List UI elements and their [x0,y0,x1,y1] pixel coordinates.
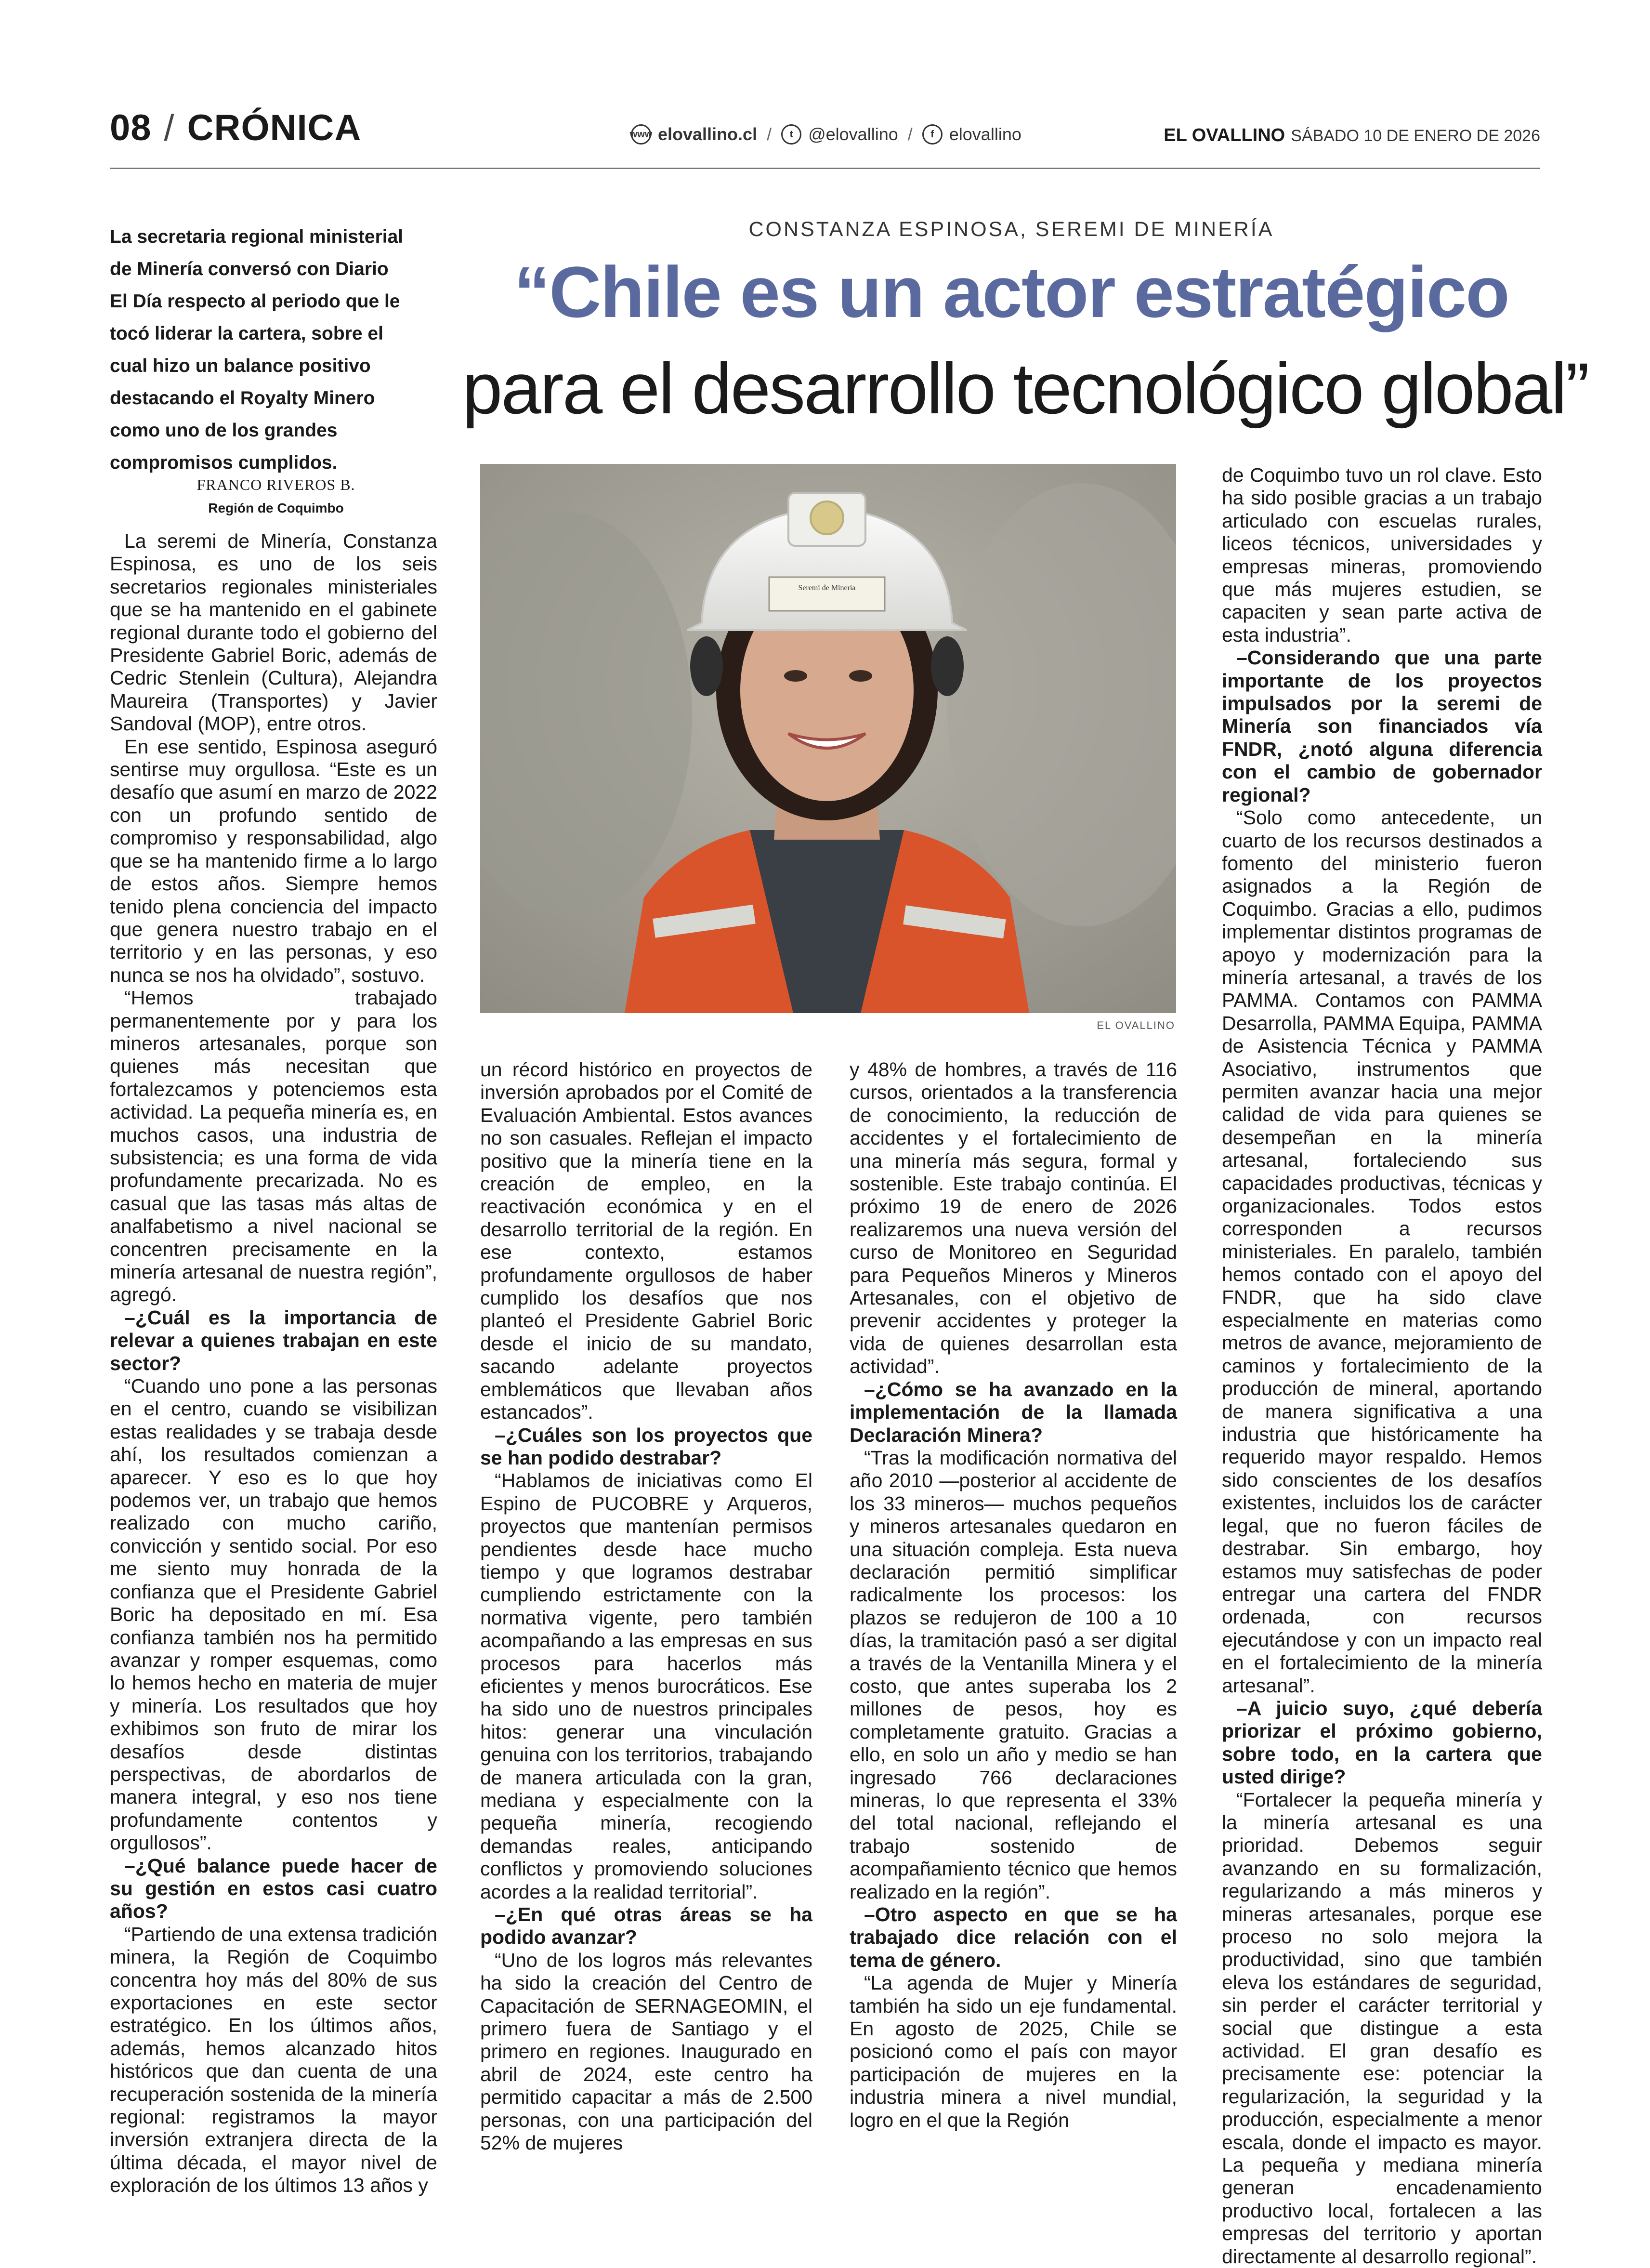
header-rule [110,168,1540,169]
article-paragraph: “Fortalecer la pequeña minería y la minería artesanal es una prioridad. Debemos seguir avanzando en su formalización, regularizando a más mineros y mineras artesanales, porque ese proceso no solo mejora la productividad, sino que también eleva los estándares de seguridad, sin perder el carácter territorial y social que distingue a esta actividad. El gran desafío es precisamente ese: potenciar la regularización, la seguridad y la producción, especialmente a menor escala, donde el impacto es mayor. La pequeña y mediana minería generan encadenamiento productivo local, fortalecen a las empresas del territorio y aportan directamente al desarrollo regional”. [1222,1788,1542,2268]
article-paragraph: “Tras la modificación normativa del año 2010 —posterior al accidente de los 33 mineros— muchos pequeños y mineros artesanales quedaron en una situación compleja. Esta nueva declaración permitió simplificar radicalmente los procesos: los plazos se redujeron de 100 a 10 días, la tramitación pasó a ser digital a través de la Ventanilla Minera y el costo, que antes superaba los 2 millones de pesos, hoy es completamente gratuito. Gracias a ello, en solo un año y medio se han ingresado 766 declaraciones mineras, lo que representa el 33% del total nacional, reflejando el trabajo sostenido de acompañamiento técnico que hemos realizado en la región”. [850,1446,1177,1903]
website-link[interactable]: elovallino.cl [658,124,758,144]
article-paragraph: un récord histórico en proyectos de inversión aprobados por el Comité de Evaluación Ambiental. Estos avances no son casuales. Reflejan el impacto positivo que la minería tiene en la creación de empleo, en la reactivación económica y en el desarrollo territorial de la región. En ese contexto, estamos profundamente orgullosos de haber cumplido los desafíos que nos planteó el Presidente Gabriel Boric desde el inicio de su mandato, sacando adelante proyectos emblemáticos que llevaban años estancados”. [480,1058,812,1424]
article-paragraph: En ese sentido, Espinosa aseguró sentirse muy orgullosa. “Este es un desafío que asumí en marzo de 2022 con un profundo sentido de compromiso y responsabilidad, algo que se ha mantenido firme a lo largo de estos años. Siempre hemos tenido plena conciencia del impacto que genera nuestro trabajo en el territorio y en las personas, y eso nunca se nos ha olvidado”, sostuvo. [110,735,437,986]
twitter-link[interactable]: @elovallino [808,124,898,144]
social-links [631,124,1021,145]
author-region: Región de Coquimbo [208,501,344,515]
article-paragraph: “Cuando uno pone a las personas en el centro, cuando se visibilizan estas realidades y se trabaja desde ahí, los resultados comienzan a aparecer. Y eso es lo que hoy podemos ver, un trabajo que hemos realizado con mucho cariño, convicción y sentido social. Por eso me siento muy honrada de la confianza que el Presidente Gabriel Boric ha depositado en mí. Esa confianza también nos ha permitido avanzar y romper esquemas, como lo hemos hecho en materia de mujer y minería. Los resultados que hoy exhibimos son fruto de mirar los desafíos desde distintas perspectivas, de abordarlos de manera integral, y eso nos tiene profundamente contentos y orgullosos”. [110,1375,437,1854]
interview-question: –¿Cómo se ha avanzado en la implementación de la llamada Declaración Minera? [850,1378,1177,1446]
section-header [110,107,361,149]
interview-question: –Considerando que una parte importante de los proyectos impulsados por la seremi de Minería son financiados vía FNDR, ¿notó alguna diferencia con el cambio de gobernador regional? [1222,646,1542,806]
article-column-3 [850,1058,1177,2132]
section-name: CRÓNICA [187,107,362,148]
divider: / [767,124,772,144]
article-paragraph: de Coquimbo tuvo un rol clave. Esto ha sido posible gracias a un trabajo articulado con escuelas rurales, liceos técnicos, universidades y empresas mineras, promoviendo que más mujeres estudien, se capaciten y sean parte activa de esta industria”. [1222,464,1542,646]
headline-line-1: “Chile es un actor estratégico [514,251,1509,332]
paper-name: EL OVALLINO [1164,125,1285,145]
interview-question: –¿Cuáles son los proyectos que se han podido destrabar? [480,1424,812,1469]
article-paragraph: y 48% de hombres, a través de 116 cursos, orientados a la transferencia de conocimiento, la reducción de accidentes y el fortalecimiento de una minería más segura, formal y sostenible. Este trabajo continúa. El próximo 19 de enero de 2026 realizaremos una nueva versión del curso de Monitoreo en Seguridad para Pequeños Mineros y Mineros Artesanales, con el objetivo de prevenir accidentes y proteger la vida de quienes desarrollan esta actividad”. [850,1058,1177,1378]
article-column-1 [110,530,437,2197]
article-lead: La secretaria regional ministerial de Minería conversó con Diario El Día respecto al periodo que le tocó liderar la cartera, sobre el cual hizo un balance positivo destacando el Royalty Minero como uno de los grandes compromisos cumplidos. [110,226,404,473]
byline [110,476,442,516]
article-kicker: CONSTANZA ESPINOSA, SEREMI DE MINERÍA [748,218,1274,241]
web-icon: www [631,124,651,145]
header-divider: / [164,107,175,148]
divider: / [907,124,913,144]
helmet-label: Seremi de Minería [798,584,856,592]
issue-date: SÁBADO 10 DE ENERO DE 2026 [1291,127,1540,145]
article-paragraph: “Hablamos de iniciativas como El Espino de PUCOBRE y Arqueros, proyectos que mantenían permisos pendientes desde hace mucho tiempo y que logramos destrabar cumpliendo estrictamente con la normativa vigente, pero también acompañando a las empresas en sus procesos para hacerlos más eficientes y menos burocráticos. Ese ha sido uno de nuestros principales hitos: generar una vinculación genuina con los territorios, trabajando de manera articulada con la gran, mediana y especialmente con la pequeña minería, recogiendo demandas reales, anticipando conflictos y promoviendo soluciones acordes a la realidad territorial”. [480,1469,812,1903]
article-photo [480,464,1176,1013]
facebook-link[interactable]: elovallino [949,124,1021,144]
interview-question: –Otro aspecto en que se ha trabajado dice relación con el tema de género. [850,1903,1177,1971]
page-number: 08 [110,107,152,148]
masthead [1164,125,1540,146]
article-paragraph: “Solo como antecedente, un cuarto de los recursos destinados a fomento del ministerio fueron asignados a la Región de Coquimbo. Gracias a ello, pudimos implementar distintos programas de apoyo y modernización para la minería artesanal, a través de los PAMMA. Contamos con PAMMA Desarrolla, PAMMA Equipa, PAMMA de Asistencia Técnica y PAMMA Asociativo, instrumentos que permiten avanzar hacia una mejor calidad de vida para quienes se desempeñan en la minería artesanal, fortaleciendo sus capacidades productivas, técnicas y organizacionales. Todos estos corresponden a recursos ministeriales. En paralelo, también hemos contado con el apoyo del FNDR, que ha sido clave especialmente en materias como metros de avance, mejoramiento de caminos y fortalecimiento de la producción de mineral, aportando de manera significativa a una industria que históricamente ha requerido mayor respaldo. Hemos sido conscientes de los desafíos existentes, incluidos los de carácter legal, que no fueron fáciles de destrabar. Sin embargo, hoy estamos muy satisfechas de poder entregar una cartera del FNDR ordenada, con recursos ejecutándose y con un impacto real en el fortalecimiento de la minería artesanal”. [1222,806,1542,1697]
interview-question: –¿Cuál es la importancia de relevar a quienes trabajan en este sector? [110,1306,437,1374]
article-paragraph: “Uno de los logros más relevantes ha sido la creación del Centro de Capacitación de SERNAGEOMIN, el primero fuera de Santiago y el primero en regiones. Inaugurado en abril de 2024, este centro ha permitido capacitar a más de 2.500 personas, con una participación del 52% de mujeres [480,1949,812,2154]
headline-line-2: para el desarrollo tecnológico global” [462,348,1588,429]
article-paragraph: La seremi de Minería, Constanza Espinosa, es uno de los seis secretarios regionales ministeriales que se ha mantenido en el gabinete regional durante todo el gobierno del Presidente Gabriel Boric, además de Cedric Stenlein (Cultura), Alejandra Maureira (Transportes) y Javier Sandoval (MOP), entre otros. [110,530,437,735]
facebook-icon: f [922,124,943,145]
portrait-illustration [480,464,1176,1013]
article-paragraph: “Partiendo de una extensa tradición minera, la Región de Coquimbo concentra hoy más del 80% de sus exportaciones en este sector estratégico. En los últimos años, además, hemos alcanzado hitos históricos que dan cuenta de una recuperación sostenida de la minería regional: registramos la mayor inversión extranjera directa de la última década, el mayor nivel de exploración de los últimos 13 años y [110,1923,437,2197]
twitter-icon: t [781,124,801,145]
article-column-4 [1222,464,1542,2268]
interview-question: –¿Qué balance puede hacer de su gestión en estos casi cuatro años? [110,1854,437,1923]
article-paragraph: “La agenda de Mujer y Minería también ha sido un eje fundamental. En agosto de 2025, Chile se posicionó como el país con mayor participación de mujeres en la industria minera a nivel mundial, logro en el que la Región [850,1972,1177,2131]
article-column-2 [480,1058,812,2155]
photo-credit: EL OVALLINO [1097,1019,1175,1031]
interview-question: –¿En qué otras áreas se ha podido avanzar? [480,1903,812,1949]
interview-question: –A juicio suyo, ¿qué debería priorizar el próximo gobierno, sobre todo, en la cartera que usted dirige? [1222,1697,1542,1788]
article-paragraph: “Hemos trabajado permanentemente por y para los mineros artesanales, porque son quienes más necesitan que fortalezcamos y potenciemos esta actividad. La pequeña minería es, en muchos casos, una industria de subsistencia; es una forma de vida profundamente precarizada. No es casual que las tasas más altas de analfabetismo a nivel nacional se concentren precisamente en la minería artesanal de nuestra región”, agregó. [110,987,437,1306]
author-name: FRANCO RIVEROS B. [196,476,355,493]
